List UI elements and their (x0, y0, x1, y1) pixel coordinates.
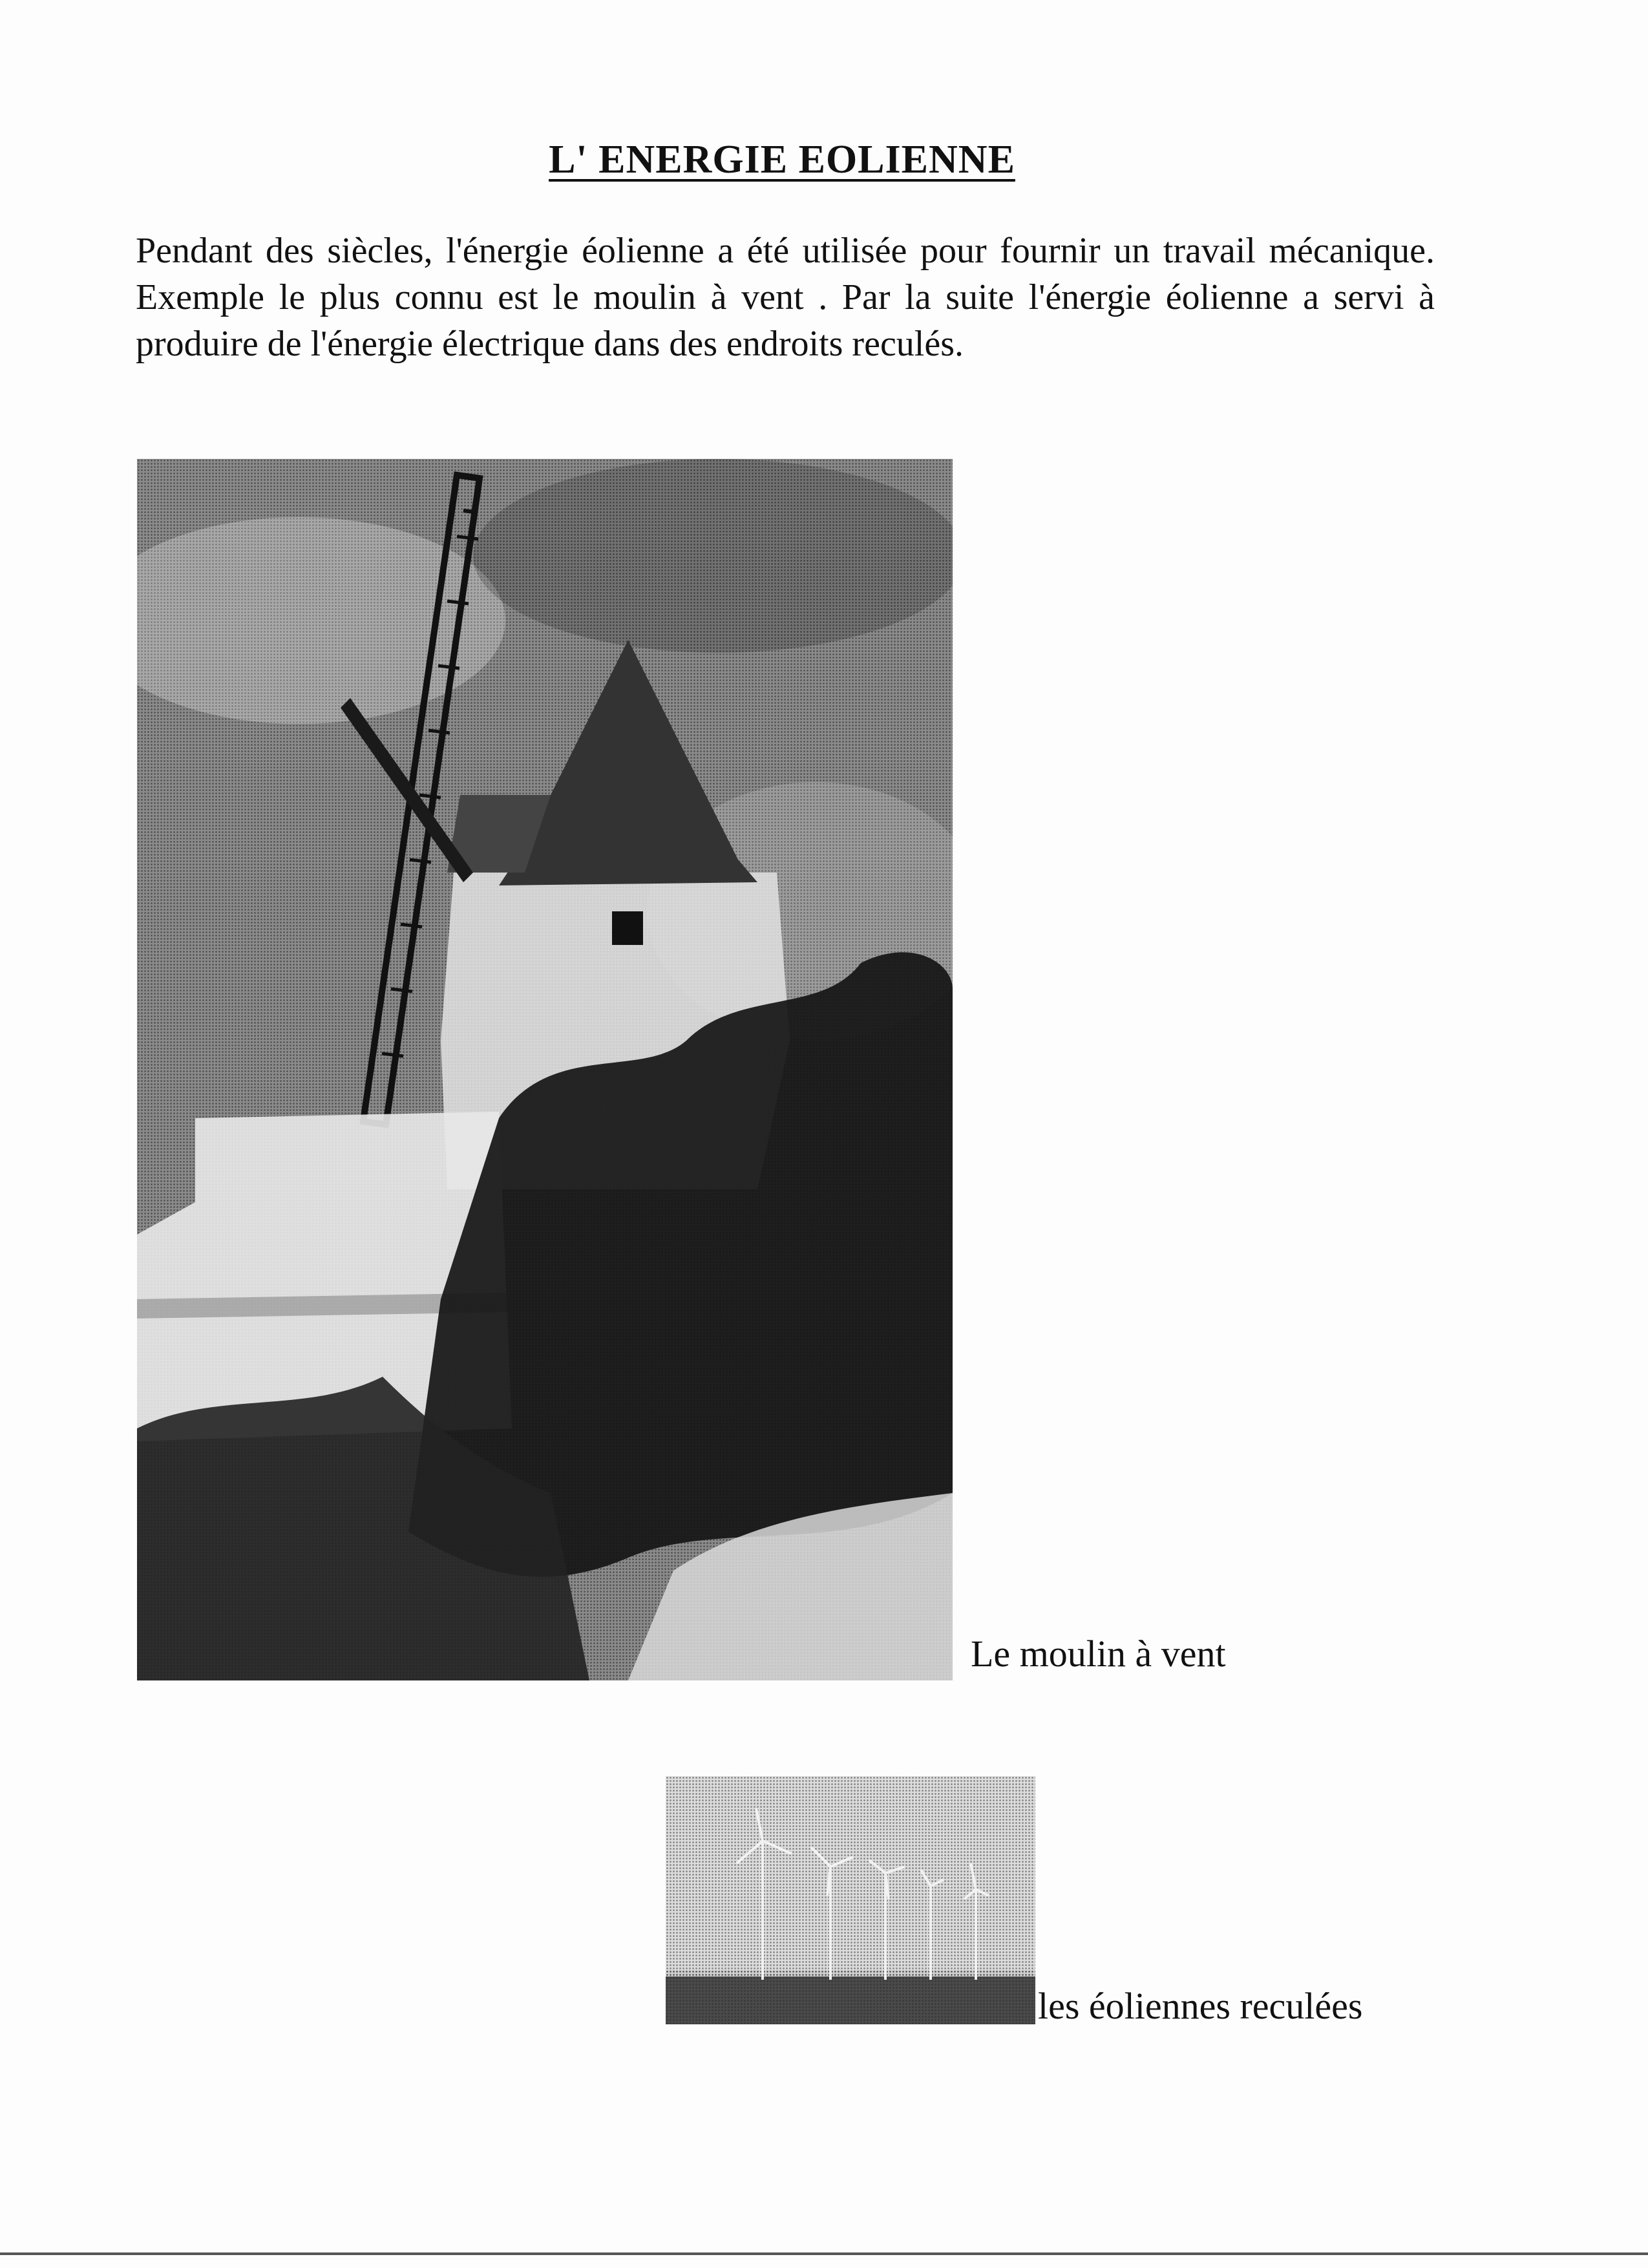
page-edge-divider (0, 2252, 1648, 2255)
wind-turbines-photo (666, 1776, 1035, 2024)
turbines-caption: les éoliennes reculées (1038, 1985, 1363, 2027)
wind-turbines-illustration (666, 1776, 1035, 2024)
document-title: L' ENERGIE EOLIENNE (549, 138, 1015, 182)
intro-paragraph: Pendant des siècles, l'énergie éolienne a été utilisée pour fournir un travail mécanique. Exemple le plus connu est le moulin à vent . Par la suite l'énergie éolienne a servi à produire de l'énergie électrique dans des endroits reculés. (136, 231, 1435, 364)
windmill-illustration (137, 459, 953, 1680)
windmill-photo (137, 459, 953, 1680)
windmill-caption: Le moulin à vent (971, 1633, 1226, 1675)
